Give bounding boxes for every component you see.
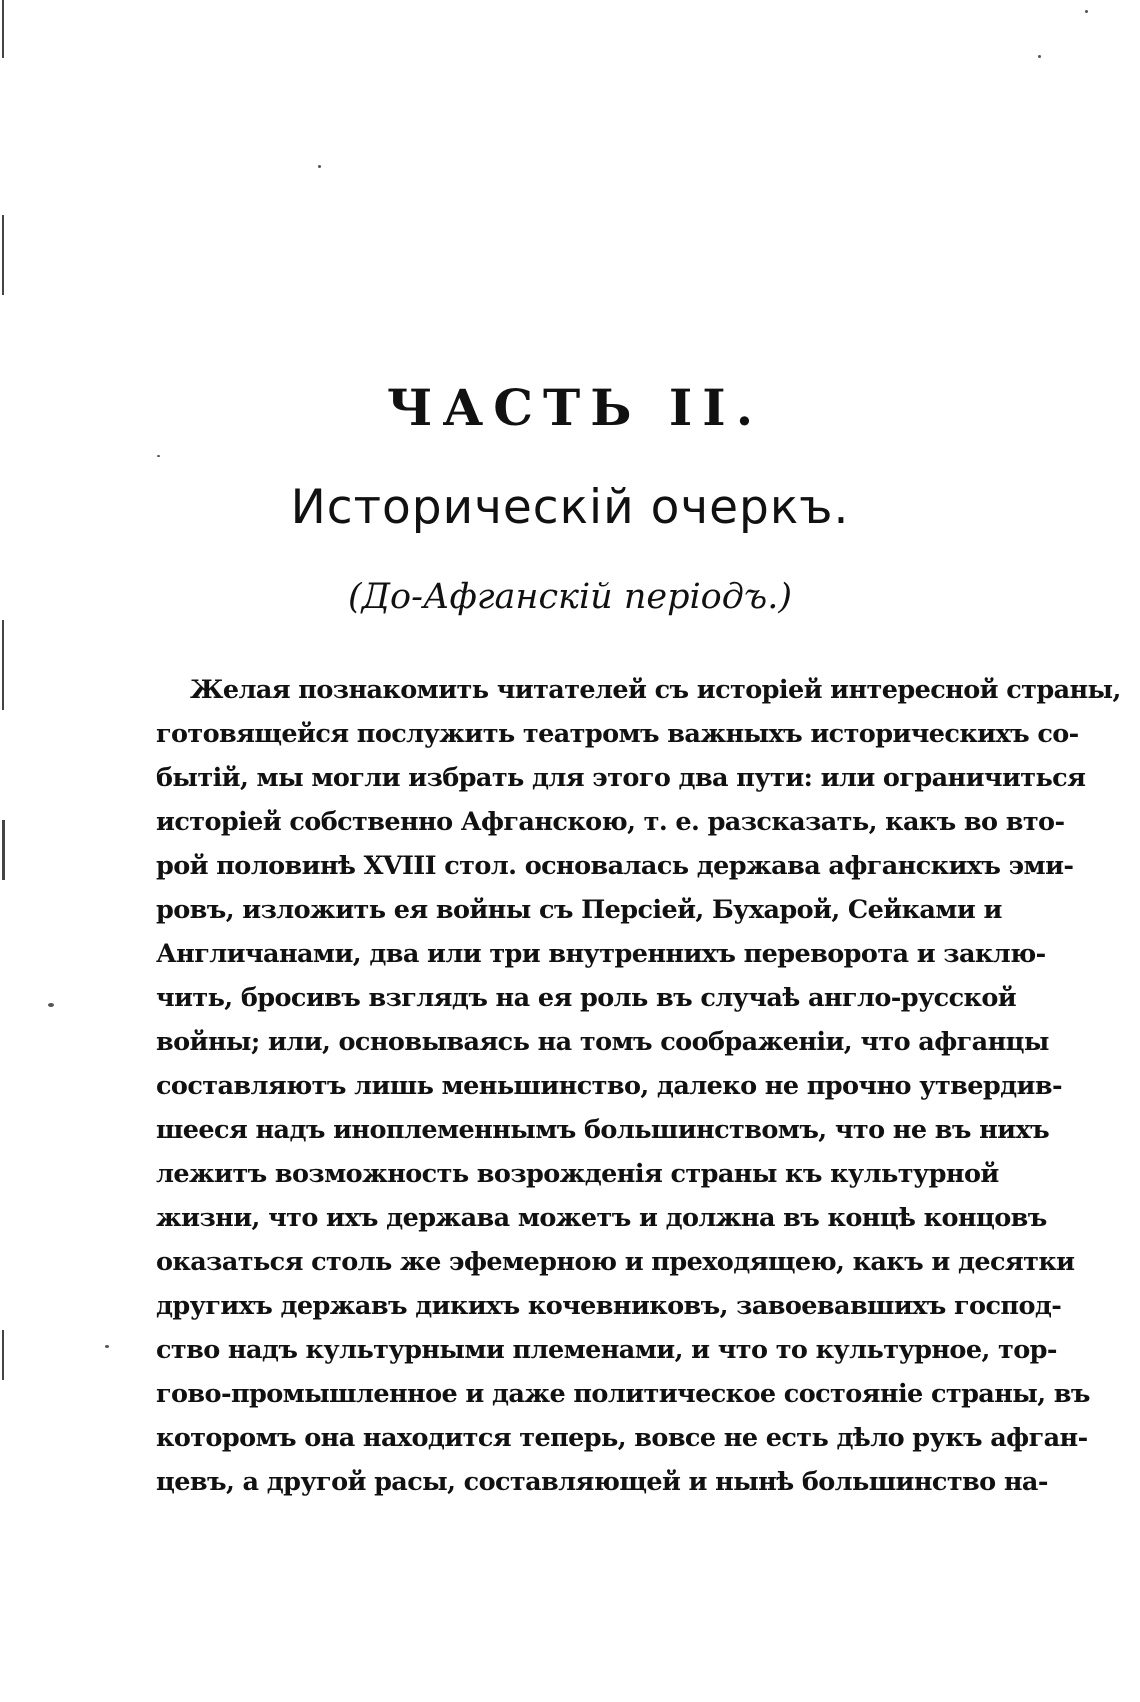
- text-line: оказаться столь же эфемерною и преходящею, какъ и десятки: [156, 1247, 1075, 1277]
- body-paragraph: [156, 668, 1121, 1504]
- scan-speck: [1085, 10, 1088, 13]
- text-line: исторіей собственно Афганскою, т. е. разсказать, какъ во вто-: [156, 807, 1065, 837]
- scan-speck: [318, 165, 321, 168]
- scan-speck: [1038, 55, 1041, 58]
- scan-edge-line: [2, 1330, 4, 1380]
- text-line: Желая познакомить читателей съ исторіей интересной страны,: [190, 675, 1121, 705]
- scan-speck: [157, 455, 160, 457]
- text-line: лежитъ возможность возрожденія страны къ культурной: [156, 1159, 999, 1189]
- text-line: готовящейся послужить театромъ важныхъ историческихъ со-: [156, 719, 1079, 749]
- scan-edge-line: [2, 620, 4, 710]
- scan-edge-line: [2, 820, 5, 880]
- part-title: ЧАСТЬ II.: [386, 378, 764, 437]
- text-line: жизни, что ихъ держава можетъ и должна въ концѣ концовъ: [156, 1203, 1047, 1233]
- text-line: ство надъ культурными племенами, и что то культурное, тор-: [156, 1335, 1057, 1365]
- scan-speck: [105, 1345, 109, 1348]
- text-line: ровъ, изложить ея войны съ Персіей, Бухарой, Сейками и: [156, 895, 1002, 925]
- text-line: рой половинѣ XVIII стол. основалась держава афганскихъ эми-: [156, 851, 1074, 881]
- text-line: чить, бросивъ взглядъ на ея роль въ случаѣ англо-русской: [156, 983, 1017, 1013]
- text-line: цевъ, а другой расы, составляющей и нынѣ большинство на-: [156, 1467, 1048, 1497]
- scan-edge-line: [2, 0, 4, 58]
- chapter-title: Историческій очеркъ.: [290, 480, 850, 535]
- text-line: Англичанами, два или три внутреннихъ переворота и заклю-: [156, 939, 1046, 969]
- text-line: другихъ державъ дикихъ кочевниковъ, завоевавшихъ господ-: [156, 1291, 1062, 1321]
- text-line: шееся надъ иноплеменнымъ большинствомъ, что не въ нихъ: [156, 1115, 1050, 1145]
- period-subtitle: (До-Афганскій періодъ.): [347, 577, 793, 617]
- scan-edge-line: [2, 215, 4, 295]
- scan-speck: [48, 1003, 54, 1007]
- text-line: составляютъ лишь меньшинство, далеко не прочно утвердив-: [156, 1071, 1062, 1101]
- text-line: гово-промышленное и даже политическое состояніе страны, въ: [156, 1379, 1090, 1409]
- text-line: войны; или, основываясь на томъ соображеніи, что афганцы: [156, 1027, 1049, 1057]
- text-line: которомъ она находится теперь, вовсе не есть дѣло рукъ афган-: [156, 1423, 1088, 1453]
- text-line: бытій, мы могли избрать для этого два пути: или ограничиться: [156, 763, 1086, 793]
